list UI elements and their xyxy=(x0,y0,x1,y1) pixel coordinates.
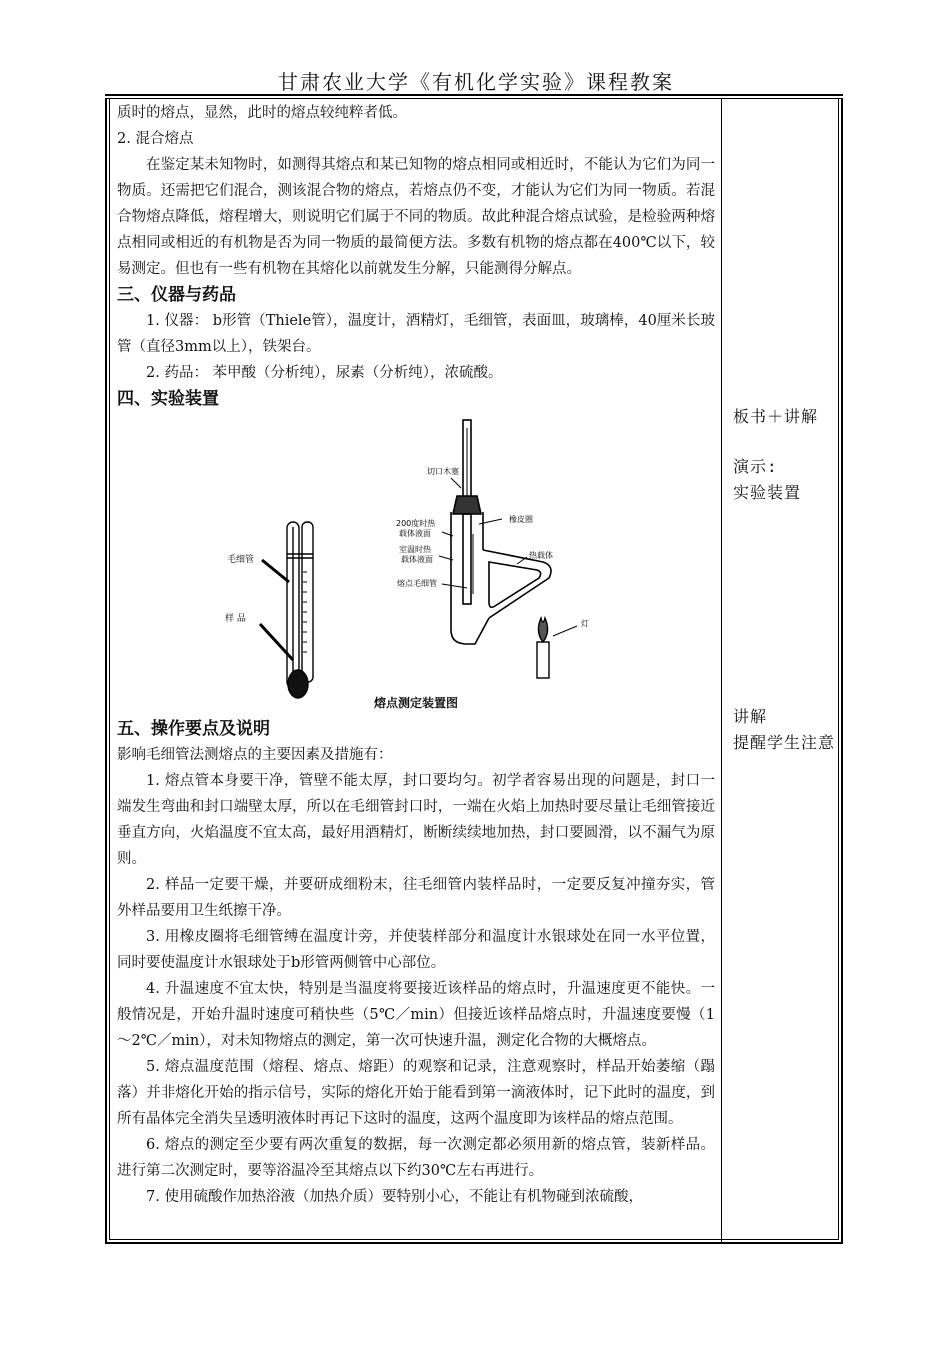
side-note-explain-title: 讲解 xyxy=(733,707,768,726)
label-liquid-rt-b: 载体液面 xyxy=(401,555,433,564)
intro-paragraph: 质时的熔点，显然，此时的熔点较纯粹者低。 xyxy=(117,105,407,121)
lamp-leader xyxy=(553,626,577,636)
label-rubber-ring: 橡皮圈 xyxy=(509,515,533,524)
header-rule xyxy=(105,94,843,96)
point-4: 4. 升温速度不宜太快，特别是当温度将要接近该样品的熔点时，升温速度更不能快。一般情况是，开始升温时速度可稍快些（5℃／min）但接近该样品熔点时，升温速度要慢（1～2℃／min），对未知物熔点的测定，第一次可快速升温，测定化合物的大概熔点。 xyxy=(117,981,715,1049)
side-note-demo-title: 演示: xyxy=(733,457,778,476)
label-cork: 切口木塞 xyxy=(427,467,459,476)
side-note-blackboard xyxy=(733,404,838,430)
point-5: 5. 熔点温度范围（熔程、熔点、熔距）的观察和记录，注意观察时，样品开始萎缩（蹋落）并非熔化开始的指示信号，实际的熔化开始于能看到第一滴液体时，记下此时的温度，到所有晶体完全消失呈透明液体时再记下这时的温度，这两个温度即为该样品的熔点范围。 xyxy=(117,1059,715,1127)
main-content-column xyxy=(117,100,715,1210)
label-sample: 样 品 xyxy=(225,614,246,624)
label-mp-capillary: 熔点毛细管 xyxy=(397,579,437,588)
thiele-tube-drawing xyxy=(451,420,551,644)
section-heading-apparatus: 四、实验装置 xyxy=(117,389,219,409)
capillary-arrow xyxy=(262,560,289,582)
column-divider xyxy=(721,98,722,1244)
section-heading-instruments: 三、仪器与药品 xyxy=(117,285,236,305)
side-note-blackboard-text: 板书＋讲解 xyxy=(733,407,819,426)
factors-intro: 影响毛细管法测熔点的主要因素及措施有： xyxy=(117,747,393,763)
side-note-demo xyxy=(733,454,838,506)
label-lamp: 灯 xyxy=(581,619,589,628)
section-heading-operation: 五、操作要点及说明 xyxy=(117,719,270,739)
side-note-demo-text: 实验装置 xyxy=(733,483,802,502)
subheading-mixed-melting-point: 2. 混合熔点 xyxy=(117,131,194,147)
apparatus-figure xyxy=(117,412,715,716)
label-capillary: 毛细管 xyxy=(227,555,255,565)
point-3: 3. 用橡皮圈将毛细管缚在温度计旁，并使装样部分和温度计水银球处在同一水平位置，同时要使温度计水银球处于b形管两侧管中心部位。 xyxy=(117,929,715,971)
label-liquid-200: 200度时热 xyxy=(396,519,436,528)
label-liquid-200-b: 载体液面 xyxy=(399,529,431,538)
chemicals-paragraph: 2. 药品： 苯甲酸（分析纯），尿素（分析纯），浓硫酸。 xyxy=(146,365,503,381)
figure-caption: 熔点测定装置图 xyxy=(373,696,458,710)
point-1: 1. 熔点管本身要干净，管壁不能太厚，封口要均匀。初学者容易出现的问题是，封口一端发生弯曲和封口端壁太厚，所以在毛细管封口时，一端在火焰上加热时要尽量让毛细管接近垂直方向，火焰温度不宜太高，最好用酒精灯，断断续续地加热，封口要圆滑，以不漏气为原则。 xyxy=(117,773,715,867)
point-6: 6. 熔点的测定至少要有两次重复的数据，每一次测定都必须用新的熔点管，装新样品。进行第二次测定时，要等浴温冷至其熔点以下约30℃左右再进行。 xyxy=(117,1137,715,1179)
label-heat-carrier: 热载体 xyxy=(529,551,553,560)
apparatus-diagram xyxy=(117,412,715,716)
sample-arrow xyxy=(260,624,293,660)
cork-leader xyxy=(451,478,461,488)
instruments-paragraph: 1. 仪器： b形管（Thiele管），温度计，酒精灯，毛细管，表面皿，玻璃棒，40厘米长玻管（直径3mm以上），铁架台。 xyxy=(117,313,715,355)
side-note-explain xyxy=(733,704,838,756)
point-7: 7. 使用硫酸作加热浴液（加热介质）要特别小心，不能让有机物碰到浓硫酸， xyxy=(146,1189,643,1205)
burner-flame-drawing xyxy=(537,618,549,678)
point-2: 2. 样品一定要干燥，并要研成细粉末，往毛细管内装样品时，一定要反复冲撞夯实，管外样品要用卫生纸擦干净。 xyxy=(117,877,715,919)
side-note-explain-text: 提醒学生注意 xyxy=(733,733,836,752)
thermometer-capillary-drawing xyxy=(287,522,313,698)
page-header-title: 甘肃农业大学《有机化学实验》课程教案 xyxy=(278,70,674,94)
mixed-melting-paragraph: 在鉴定某未知物时，如测得其熔点和某已知物的熔点相同或相近时，不能认为它们为同一物质。还需把它们混合，测该混合物的熔点，若熔点仍不变，才能认为它们为同一物质。若混合物熔点降低，熔程增大，则说明它们属于不同的物质。故此种混合熔点试验，是检验两种熔点相同或相近的有机物是否为同一物质的最简便方法。多数有机物的熔点都在400℃以下，较易测定。但也有一些有机物在其熔化以前就发生分解，只能测得分解点。 xyxy=(117,157,715,277)
thermometer-scale-ticks xyxy=(303,572,307,652)
label-liquid-rt: 室温时热 xyxy=(399,545,431,554)
